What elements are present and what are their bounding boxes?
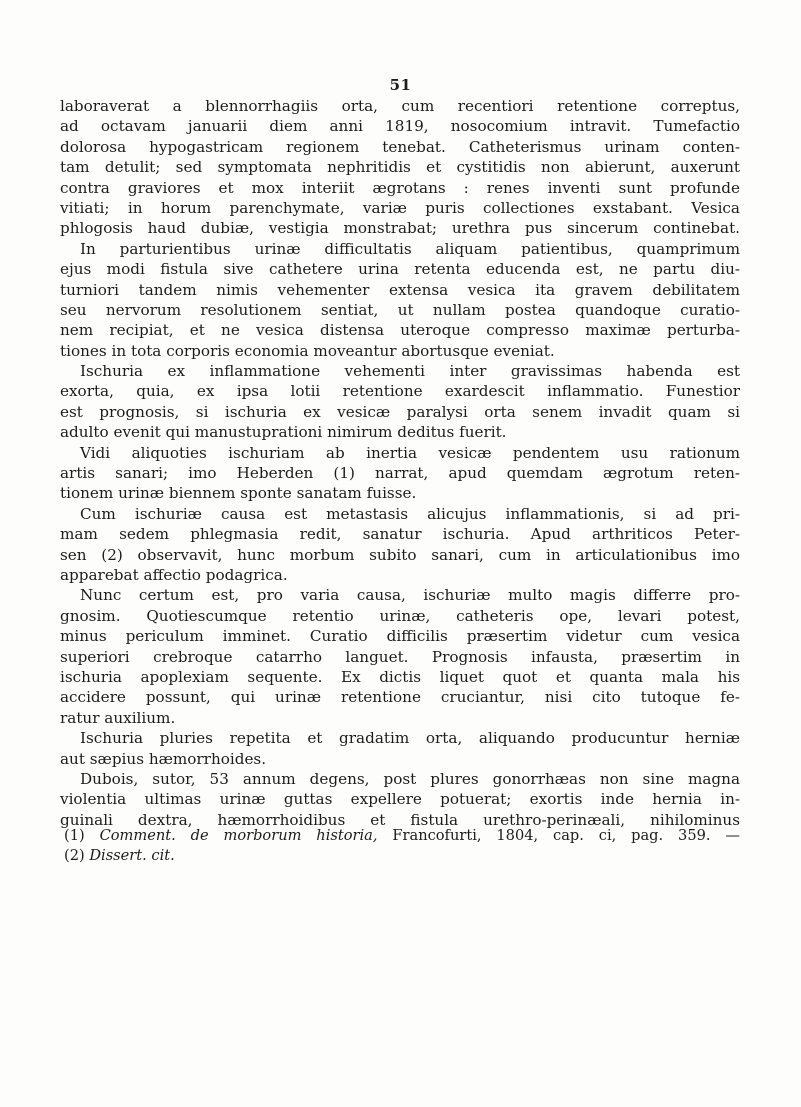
text-line: dolorosa hypogastricam regionem tenebat. Catheterismus urinam conten-: [60, 137, 740, 156]
paragraph: [60, 239, 740, 361]
footnote-2: [60, 846, 740, 866]
text-line: Ischuria pluries repetita et gradatim orta, aliquando producuntur herniæ: [80, 729, 740, 748]
text-line: apparebat affectio podagrica.: [60, 565, 288, 584]
text-line: artis sanari; imo Heberden (1) narrat, apud quemdam ægrotum reten-: [60, 464, 740, 483]
text-line: tionem urinæ biennem sponte sanatam fuisse.: [60, 484, 417, 503]
text-line: nem recipiat, et ne vesica distensa uteroque compresso maximæ perturba-: [60, 321, 740, 340]
text-line: Vidi aliquoties ischuriam ab inertia vesicæ pendentem usu rationum: [80, 443, 740, 462]
footnote-1: [60, 826, 740, 846]
body-text: [60, 96, 740, 830]
paragraph: [60, 96, 740, 239]
text-line: seu nervorum resolutionem sentiat, ut nullam postea quandoque curatio-: [60, 300, 740, 319]
footnote-title: Comment. de morborum historia,: [99, 827, 378, 844]
text-line: tam detulit; sed symptomata nephritidis et cystitidis non abierunt, auxerunt: [60, 158, 740, 177]
text-line: adulto evenit qui manustuprationi nimirum deditus fuerit.: [60, 423, 507, 442]
text-line: turniori tandem nimis vehementer extensa vesica ita gravem debilitatem: [60, 280, 740, 299]
text-line: violentia ultimas urinæ guttas expellere potuerat; exortis inde hernia in-: [60, 790, 740, 809]
paragraph: [60, 504, 740, 586]
text-line: aut sæpius hæmorrhoides.: [60, 749, 267, 768]
text-line: vitiati; in horum parenchymate, variæ puris collectiones exstabant. Vesica: [60, 198, 740, 217]
paragraph: [60, 728, 740, 769]
text-line: Dubois, sutor, 53 annum degens, post plures gonorrhæas non sine magna: [80, 769, 740, 788]
text-line: contra graviores et mox interiit ægrotans : renes inventi sunt profunde: [60, 178, 740, 197]
text-line: tiones in tota corporis economia moveantur abortusque eveniat.: [60, 341, 555, 360]
footnote-marker: (1): [64, 827, 85, 844]
footnote-marker: (2): [64, 847, 85, 864]
text-line: Ischuria ex inflammatione vehementi inter gravissimas habenda est: [80, 362, 740, 381]
text-line: ejus modi fistula sive cathetere urina retenta educenda est, ne partu diu-: [60, 260, 740, 279]
text-line: Nunc certum est, pro varia causa, ischuriæ multo magis differre pro-: [80, 586, 740, 605]
text-line: exorta, quia, ex ipsa lotii retentione exardescit inflammatio. Funestior: [60, 382, 740, 401]
page-number: 51: [389, 76, 412, 94]
paragraph: [60, 769, 740, 830]
text-line: superiori crebroque catarrho languet. Prognosis infausta, præsertim in: [60, 647, 740, 666]
footnotes: [60, 826, 740, 866]
text-line: gnosim. Quotiescumque retentio urinæ, catheteris ope, levari potest,: [60, 606, 740, 625]
text-line: In parturientibus urinæ difficultatis aliquam patientibus, quamprimum: [80, 239, 740, 258]
text-line: sen (2) observavit, hunc morbum subito sanari, cum in articulationibus imo: [60, 545, 740, 564]
text-line: phlogosis haud dubiæ, vestigia monstrabat; urethra pus sincerum continebat.: [60, 219, 740, 238]
text-line: ad octavam januarii diem anni 1819, nosocomium intravit. Tumefactio: [60, 117, 740, 136]
text-line: laboraverat a blennorrhagiis orta, cum recentiori retentione correptus,: [60, 97, 740, 115]
text-line: ischuria apoplexiam sequente. Ex dictis liquet quot et quanta mala his: [60, 667, 740, 686]
paragraph: [60, 361, 740, 443]
paragraph: [60, 443, 740, 504]
text-line: est prognosis, si ischuria ex vesicæ paralysi orta senem invadit quam si: [60, 402, 740, 421]
text-line: guinali dextra, hæmorrhoidibus et fistula urethro-perinæali, nihilominus: [60, 810, 740, 829]
text-line: Cum ischuriæ causa est metastasis alicujus inflammationis, si ad pri-: [80, 504, 740, 523]
text-line: minus periculum imminet. Curatio difficilis præsertim videtur cum vesica: [60, 627, 740, 646]
text-line: mam sedem phlegmasia redit, sanatur ischuria. Apud arthriticos Peter-: [60, 525, 740, 544]
text-line: ratur auxilium.: [60, 708, 176, 727]
paragraph: [60, 585, 740, 728]
footnote-title: Dissert. cit.: [89, 847, 175, 864]
footnote-text: Francofurti, 1804, cap. ci, pag. 359. —: [392, 827, 741, 844]
text-line: accidere possunt, qui urinæ retentione cruciantur, nisi cito tutoque fe-: [60, 688, 740, 707]
